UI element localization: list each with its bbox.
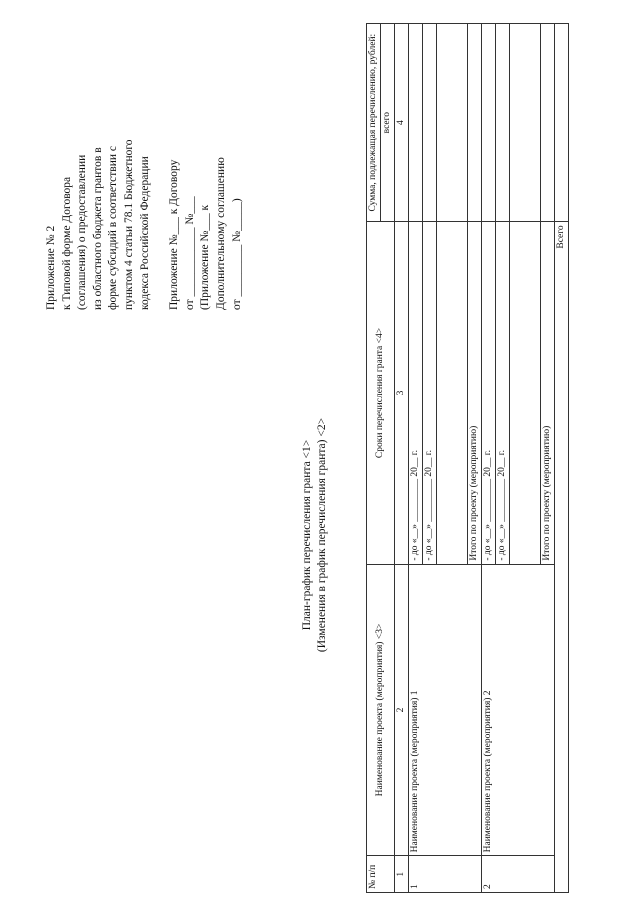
col-terms-header: Сроки перечисления гранта <4> xyxy=(367,222,395,564)
column-index: 3 xyxy=(395,222,409,564)
term-cell: - до «__» _________ 20__ г. xyxy=(482,222,496,564)
table-row xyxy=(409,24,423,893)
col-name-header: Наименование проекта (мероприятия) <3> xyxy=(367,564,395,856)
term-cell xyxy=(510,222,541,564)
row-num: 2 xyxy=(482,856,555,893)
header-line: Приложение №___ к Договору xyxy=(168,159,181,310)
term-cell: - до «__» _________ 20__ г. xyxy=(496,222,510,564)
sum-cell xyxy=(423,24,437,222)
header-line: от ____________ №___ xyxy=(183,196,196,310)
header-line: кодекса Российской Федерации xyxy=(138,156,151,310)
header-line: из областного бюджета грантов в xyxy=(91,147,104,310)
term-cell xyxy=(437,222,468,564)
grand-total-label: Всего xyxy=(555,222,569,893)
column-index: 4 xyxy=(395,24,409,222)
row-num: 1 xyxy=(409,856,482,893)
title-line: План-график перечисления гранта <1> xyxy=(301,439,313,631)
document-title xyxy=(300,335,330,735)
col-num-header: № п/п xyxy=(367,856,395,893)
grand-total-row xyxy=(555,24,569,893)
sum-cell xyxy=(541,24,555,222)
header-line: Дополнительному соглашению xyxy=(214,157,227,310)
table-header-row xyxy=(367,24,381,893)
sum-cell xyxy=(409,24,423,222)
header-line: форме субсидий в соответствии с xyxy=(107,146,120,310)
sum-cell xyxy=(468,24,482,222)
document-header xyxy=(44,10,245,310)
column-index-row xyxy=(395,24,409,893)
column-index: 1 xyxy=(395,856,409,893)
column-index: 2 xyxy=(395,564,409,856)
grant-schedule-table xyxy=(366,23,569,893)
sum-cell xyxy=(482,24,496,222)
sum-cell xyxy=(555,24,569,222)
project-total-label: Итого по проекту (мероприятию) xyxy=(541,222,555,564)
sum-cell xyxy=(496,24,510,222)
table-row xyxy=(482,24,496,893)
term-cell: - до «__» _________ 20__ г. xyxy=(423,222,437,564)
header-line: Приложение № 2 xyxy=(45,225,57,310)
header-line: к Типовой форме Договора xyxy=(60,176,73,310)
project-name: Наименование проекта (мероприятия) 2 xyxy=(482,564,555,856)
col-sum-header: Сумма, подлежащая перечислению, рублей: xyxy=(367,24,381,222)
sum-cell xyxy=(510,24,541,222)
header-line: (соглашения) о предоставлении xyxy=(76,154,89,310)
header-line: пунктом 4 статьи 78.1 Бюджетного xyxy=(122,139,135,310)
title-line: (Изменения в график перечисления гранта) <2> xyxy=(316,417,328,653)
project-name: Наименование проекта (мероприятия) 1 xyxy=(409,564,482,856)
header-line: (Приложение №___ к xyxy=(199,204,212,310)
term-cell: - до «__» _________ 20__ г. xyxy=(409,222,423,564)
col-sum-subheader: всего xyxy=(381,24,395,222)
header-line: от _________ №_____) xyxy=(230,198,243,310)
project-total-label: Итого по проекту (мероприятию) xyxy=(468,222,482,564)
sum-cell xyxy=(437,24,468,222)
